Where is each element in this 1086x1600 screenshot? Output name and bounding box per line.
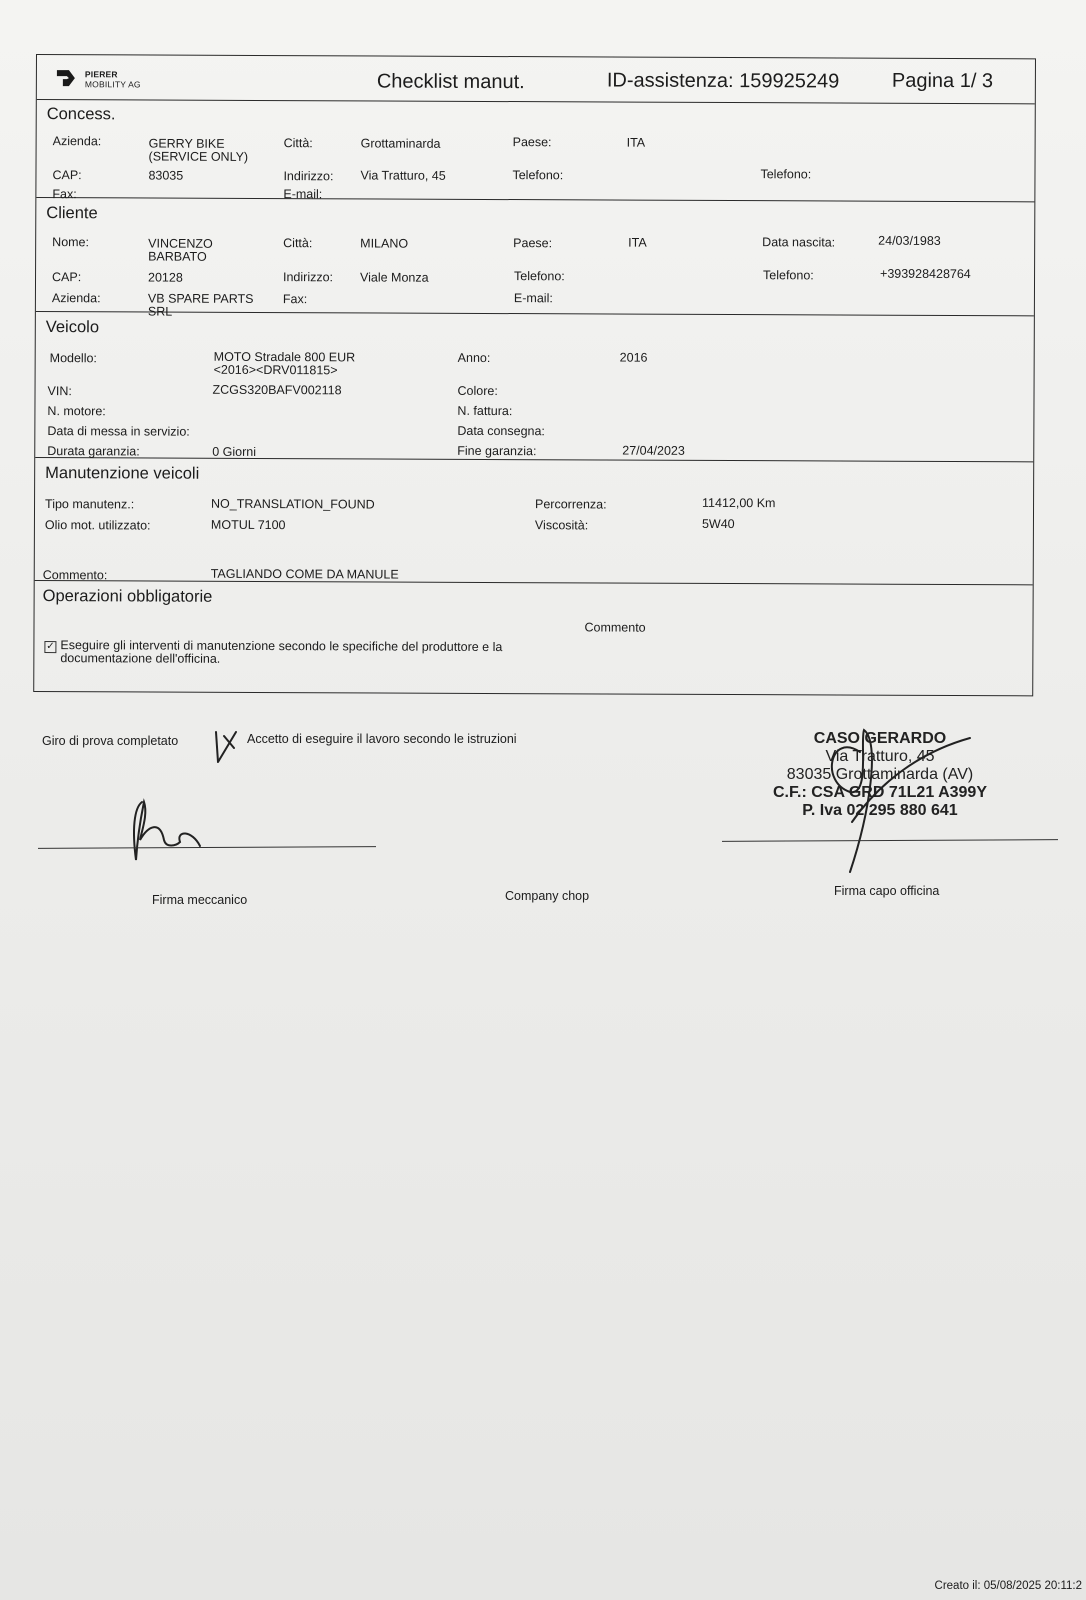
field-label: Data consegna: (457, 423, 545, 439)
form-header (37, 55, 1035, 104)
vehicle-vin: ZCGS320BAFV002118 (212, 382, 342, 398)
section-title: Concess. (46, 105, 116, 124)
workshop-manager-signature-icon (800, 722, 980, 882)
field-label: CAP: (51, 270, 82, 285)
stamp-line-4: C.F.: CSA GRD 71L21 A399Y (773, 784, 987, 801)
dealer-city: Grottaminarda (360, 136, 441, 151)
section-title: Veicolo (45, 318, 100, 337)
test-ride-label: Giro di prova completato (42, 734, 179, 748)
customer-section (36, 198, 1034, 319)
section-title: Operazioni obbligatorie (42, 587, 213, 606)
field-label: Fax: (52, 187, 77, 202)
customer-company-line-2: SRL (147, 304, 173, 319)
customer-cap: 20128 (147, 270, 183, 285)
field-label: Percorrenza: (535, 497, 607, 512)
warranty-end: 27/04/2023 (622, 443, 685, 458)
stamp-line-3: 83035 Grottaminarda (AV) (786, 766, 974, 783)
field-label: Viscosità: (534, 518, 589, 533)
field-label: Azienda: (51, 291, 101, 306)
checklist-form (33, 54, 1036, 696)
field-label: E-mail: (513, 291, 553, 306)
field-label: Nome: (52, 235, 90, 250)
dealer-cap: 83035 (148, 168, 184, 183)
pierer-logo-icon (55, 67, 77, 89)
field-label: Telefono: (760, 167, 812, 182)
vehicle-section (35, 312, 1034, 462)
dealer-country: ITA (626, 135, 646, 150)
dealer-company-line-1: GERRY BIKE (148, 136, 225, 151)
dealer-section (36, 99, 1034, 202)
page-number: Pagina 1/ 3 (891, 69, 994, 93)
field-label: Colore: (457, 383, 498, 399)
customer-company-line-1: VB SPARE PARTS (147, 291, 254, 306)
customer-address: Viale Monza (359, 270, 429, 285)
engine-oil: MOTUL 7100 (210, 517, 286, 533)
dealer-address: Via Tratturo, 45 (360, 168, 446, 183)
field-label: Data di messa in servizio: (47, 424, 190, 439)
field-label: E-mail: (283, 187, 323, 202)
field-label: Commento (584, 620, 646, 635)
field-label: Olio mot. utilizzato: (44, 518, 151, 533)
customer-country: ITA (628, 235, 647, 250)
field-label: Indirizzo: (283, 169, 334, 184)
vehicle-model-line-2: <2016><DRV011815> (213, 362, 338, 378)
field-label: Città: (283, 236, 313, 251)
field-label: Commento: (42, 568, 108, 583)
field-label: Indirizzo: (282, 270, 334, 285)
maintenance-comment: TAGLIANDO COME DA MANULE (210, 566, 399, 582)
customer-birthdate: 24/03/1983 (878, 233, 941, 248)
warranty-duration: 0 Giorni (212, 444, 257, 459)
customer-city: MILANO (360, 236, 409, 251)
operation-text (60, 639, 502, 667)
field-label: Modello: (49, 351, 97, 366)
brand-line-1: PIERER (84, 69, 118, 80)
stamp-line-1: CASO GERARDO (813, 730, 947, 747)
brand-name (85, 69, 141, 89)
dealer-company (149, 137, 249, 163)
field-label: VIN: (47, 384, 72, 399)
field-label: N. fattura: (457, 403, 513, 419)
customer-name-line-1: VINCENZO (148, 236, 213, 251)
company-chop-label: Company chop (505, 889, 590, 903)
customer-phone: +393928428764 (880, 266, 971, 282)
assistance-id: ID-assistenza: 159925249 (606, 69, 840, 93)
field-label: Città: (283, 136, 313, 151)
vehicle-year: 2016 (619, 350, 648, 365)
accept-label: Accetto di eseguire il lavoro secondo le istruzioni (247, 732, 517, 746)
field-label: Fax: (282, 292, 308, 307)
section-title: Manutenzione veicoli (45, 464, 200, 483)
field-label: Telefono: (512, 168, 564, 183)
section-title: Cliente (46, 204, 98, 223)
stamp-line-5: P. Iva 02 295 880 641 (802, 802, 958, 819)
mechanic-signature-icon (120, 790, 220, 870)
document-title: Checklist manut. (376, 70, 525, 94)
field-label: Tipo manutenz.: (45, 497, 135, 512)
field-label: Paese: (512, 135, 552, 150)
field-label: Azienda: (52, 134, 102, 149)
field-label: N. motore: (47, 404, 106, 419)
customer-name (148, 237, 213, 263)
field-label: Fine garanzia: (457, 443, 537, 459)
manager-signature-label: Firma capo officina (834, 884, 940, 898)
vehicle-model-line-1: MOTO Stradale 800 EUR (213, 349, 356, 365)
field-label: Data nascita: (762, 235, 836, 250)
maintenance-type: NO_TRANSLATION_FOUND (211, 496, 375, 512)
field-label: Telefono: (514, 269, 565, 284)
field-label: Anno: (457, 350, 491, 365)
vehicle-model (214, 351, 356, 378)
field-label: Telefono: (763, 268, 814, 283)
brand-line-2: MOBILITY AG (84, 79, 141, 90)
created-timestamp: Creato il: 05/08/2025 20:11:2 (934, 1580, 1082, 1592)
field-label: Durata garanzia: (47, 444, 140, 459)
mechanic-signature-label: Firma meccanico (152, 893, 248, 907)
viscosity: 5W40 (701, 516, 735, 532)
field-label: Paese: (513, 236, 553, 251)
maintenance-section (35, 458, 1034, 585)
customer-name-line-2: BARBATO (148, 249, 207, 264)
stamp-line-2: Via Tratturo, 45 (825, 748, 935, 765)
operation-text-line-1: Eseguire gli interventi di manutenzione secondo le specifiche del produttore e la (60, 638, 503, 655)
mileage: 11412,00 Km (702, 495, 776, 511)
dealer-company-line-2: (SERVICE ONLY) (148, 149, 249, 164)
operation-checkbox[interactable]: ✓ (46, 641, 55, 653)
field-label: CAP: (52, 168, 82, 183)
operations-section (34, 581, 1032, 697)
handwritten-check-mark-icon (212, 728, 240, 766)
operation-text-line-2: documentazione dell'officina. (60, 651, 221, 666)
